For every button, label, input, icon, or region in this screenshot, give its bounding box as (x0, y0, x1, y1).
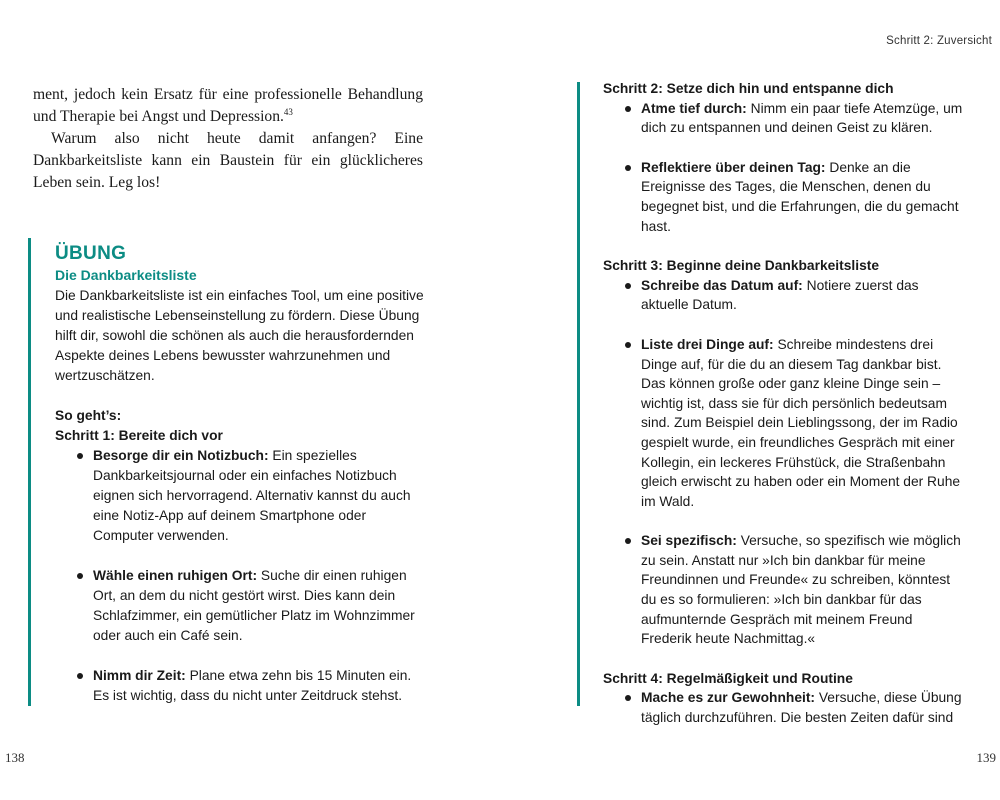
exercise-title: ÜBUNG (55, 243, 127, 264)
list-item (641, 99, 965, 138)
list-item (93, 446, 425, 546)
step-2-list (603, 99, 965, 237)
exercise-accent-bar-right (577, 82, 580, 706)
item-label: Sei spezifisch: (641, 533, 737, 549)
bullet-icon (625, 283, 631, 289)
bullet-icon (77, 453, 83, 459)
item-label: Liste drei Dinge auf: (641, 336, 774, 352)
list-item (641, 276, 965, 315)
step-1-list (55, 446, 425, 706)
list-item (93, 666, 425, 706)
item-text: Nimm ein paar tiefe Atemzüge, um dich zu entspannen und deinen Geist zu klären. (641, 100, 963, 136)
body-paragraph-2: Warum also nicht heute damit anfangen? Eine Dankbarkeitsliste kann ein Baustein für ein glücklicheres Leben sein. Leg los! (33, 130, 423, 191)
item-text: Notiere zuerst das aktuelle Datum. (641, 277, 919, 313)
step-2-heading: Schritt 2: Setze dich hin und entspanne dich (603, 81, 894, 96)
step-3-list (603, 276, 965, 649)
item-label: Reflektiere über deinen Tag: (641, 159, 826, 175)
howto-heading: So geht’s: (55, 408, 122, 423)
item-label: Nimm dir Zeit: (93, 668, 186, 683)
bullet-icon (625, 538, 631, 544)
list-item (93, 566, 425, 646)
item-label: Mache es zur Gewohnheit: (641, 690, 816, 706)
item-text: Plane etwa zehn bis 15 Minuten ein. Es ist wichtig, dass du nicht unter Zeitdruck stehst. (93, 668, 412, 703)
bullet-icon (625, 342, 631, 348)
exercise-box-right (603, 79, 965, 748)
body-paragraph-1-text: ment, jedoch kein Ersatz für eine professionelle Behandlung und Therapie bei Angst und Depression. (33, 86, 423, 125)
step-4-list (603, 688, 965, 727)
exercise-subtitle: Die Dankbarkeitsliste (55, 267, 197, 283)
bullet-icon (625, 106, 631, 112)
item-text: Versuche, so spezifisch wie möglich zu sein. Anstatt nur »Ich bin dankbar für meine Freundinnen und Freunde« zu schreiben, könntest du es so formulieren: »Ich bin dankbar für das aufmunternde Gespräch mit meinem Freund Frederik heute Nachmittag.« (641, 533, 961, 647)
exercise-intro: Die Dankbarkeitsliste ist ein einfaches Tool, um eine positive und realistische Lebenseinstellung zu fördern. Diese Übung hilft dir, sowohl die schönen als auch die herausfordernden Aspekte deines Lebens bewusster wahrzunehmen und wertzuschätzen. (55, 288, 424, 383)
page-number-left: 138 (5, 750, 25, 765)
item-text: Schreibe mindestens drei Dinge auf, für die du an diesem Tag dankbar bist. Das können große oder ganz kleine Dinge sein – wichtig ist, dass sie für dich persönlich bedeutsam sind. Zum Beispiel dein Lieblingssong, der im Radio gespielt wurde, ein freundliches Gespräch mit einer Kollegin, ein leckeres Frühstück, die Straßenbahn gleich erwischt zu haben oder ein Moment der Ruhe im Wald. (641, 336, 961, 509)
list-item (641, 531, 965, 649)
item-text: Suche dir einen ruhigen Ort, an dem du nicht gestört wirst. Dies kann dein Schlafzimmer, ein gemütlicher Platz im Wohnzimmer oder auch ein Café sein. (93, 568, 415, 643)
footnote-ref: 43 (283, 107, 293, 117)
body-paragraph-1 (33, 84, 423, 128)
left-page-body (33, 84, 423, 194)
exercise-accent-bar-left (28, 238, 31, 706)
list-item (641, 158, 965, 236)
page-number-right: 139 (976, 750, 996, 765)
running-header: Schritt 2: Zuversicht (886, 35, 992, 47)
bullet-icon (77, 673, 83, 679)
item-text: Ein spezielles Dankbarkeitsjournal oder ein einfaches Notizbuch eignen sich hervorragend. Alternativ kannst du auch eine Notiz-App auf deinem Smartphone oder Computer verwenden. (93, 448, 411, 543)
step-4-heading: Schritt 4: Regelmäßigkeit und Routine (603, 670, 853, 686)
item-label: Atme tief durch: (641, 100, 747, 116)
item-text: Denke an die Ereignisse des Tages, die Menschen, denen du begegnet bist, und die Erfahrungen, die du gemacht hast. (641, 159, 959, 234)
list-item (641, 335, 965, 511)
step-1-heading: Schritt 1: Bereite dich vor (55, 428, 223, 443)
step-3-heading: Schritt 3: Beginne deine Dankbarkeitsliste (603, 258, 880, 274)
item-text: Versuche, diese Übung täglich durchzuführen. Die besten Zeiten dafür sind (641, 690, 962, 726)
item-label: Besorge dir ein Notizbuch: (93, 448, 269, 463)
item-label: Wähle einen ruhigen Ort: (93, 568, 258, 583)
item-label: Schreibe das Datum auf: (641, 277, 803, 293)
bullet-icon (77, 573, 83, 579)
bullet-icon (625, 165, 631, 171)
exercise-box-left (55, 243, 425, 726)
list-item (641, 688, 965, 727)
bullet-icon (625, 695, 631, 701)
